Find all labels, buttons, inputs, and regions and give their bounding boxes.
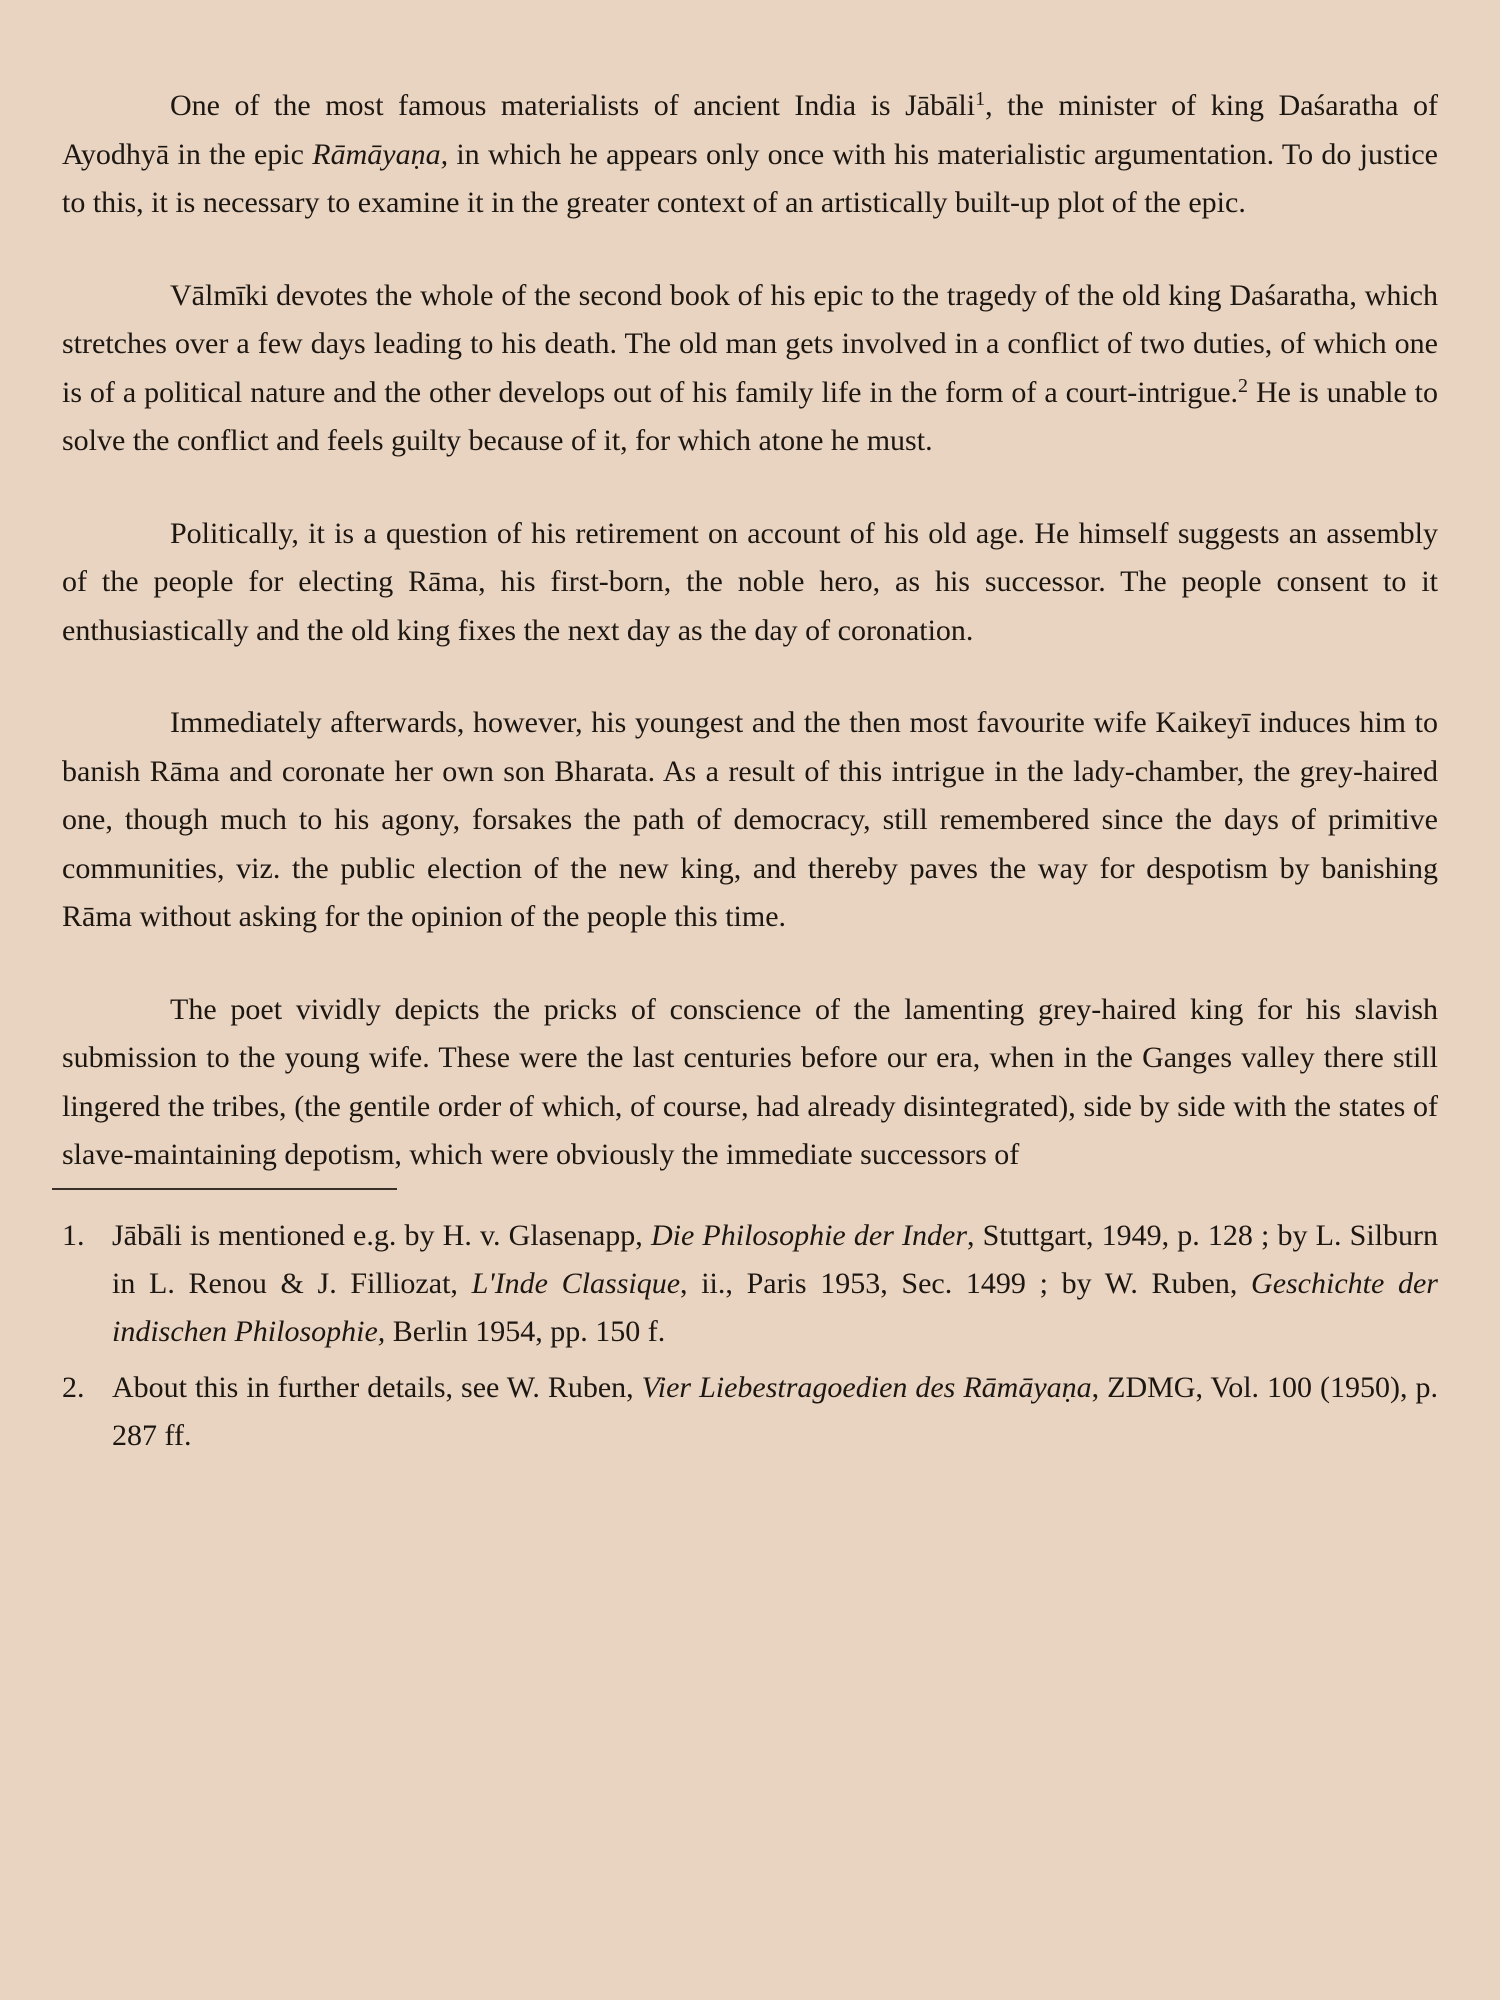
paragraph-text: Immediately afterwards, however, his youngest and the then most favourite wife Kaikeyī induces him to banish Rāma and coronate her own son Bharata. As a result of this intrigue in the lady-chamber, the grey-haired one, though much to his agony, forsakes the path of democracy, still remembered since the days of primitive communities, viz. the public election of the new king, and thereby paves the way for despotism by banishing Rāma without asking for the opinion of the people this time. [62,706,1438,933]
footnote-segment: Berlin 1954, pp. 150 f. [385,1314,666,1348]
paragraph-text: He is unable to solve the conflict and feels guilty because of it, for which atone he must. [62,375,1438,457]
italic-title: Rāmāyaṇa, [312,137,449,171]
footnote-text [112,1219,1438,1348]
footnote-number: 2. [62,1370,85,1404]
footnote-italic-title: Vier Liebestragoedien des Rāmāyaṇa [641,1370,1092,1404]
footnote-segment: About this in further details, see W. Ruben, [112,1370,642,1404]
paragraph-3 [62,510,1438,656]
footnote-reference-2: 2 [1238,374,1249,397]
paragraph-4 [62,699,1438,942]
footnote-1 [62,1212,1438,1356]
footnote-segment: , Stuttgart, 1949, p. 128 ; by L. Silburn in L. Renou & J. Filliozat, [112,1218,1438,1300]
footnote-number: 1. [62,1218,85,1252]
paragraph-text: The poet vividly depicts the pricks of conscience of the lamenting grey-haired king for his slavish submission to the young wife. These were the last centuries before our era, when in the Ganges valley there still lingered the tribes, (the gentile order of which, of course, had already disintegrated), side by side with the states of slave-maintaining depotism, which were obviously the immediate successors of [62,992,1438,1171]
footnote-segment: , ZDMG, Vol. 100 (1950), p. 287 ff. [112,1370,1438,1452]
paragraph-2 [62,272,1438,466]
footnote-italic-title: L'Inde Classique [471,1266,681,1300]
footnote-text [112,1371,1438,1452]
footnote-italic-title: Die Philosophie der Inder [650,1218,967,1252]
body-text [62,82,1438,1180]
footnote-divider [52,1188,397,1190]
paragraph-text: Politically, it is a question of his retirement on account of his old age. He himself suggests an assembly of the people for electing Rāma, his first-born, the noble hero, as his successor. The people consent to it enthusiastically and the old king fixes the next day as the day of coronation. [62,516,1438,647]
footnotes [62,1212,1438,1460]
footnote-reference-1: 1 [975,88,986,110]
footnote-segment: Jābāli is mentioned e.g. by H. v. Glasenapp, [112,1218,651,1252]
paragraph-text: One of the most famous materialists of ancient India is Jābāli [170,89,976,122]
paragraph-1 [62,82,1438,228]
footnote-segment: , ii., Paris 1953, Sec. 1499 ; by W. Ruben, [680,1266,1252,1300]
footnote-italic-title: Geschichte der indischen Philosophie, [112,1266,1438,1348]
paragraph-5 [62,986,1438,1180]
paragraph-text: Vālmīki devotes the whole of the second book of his epic to the tragedy of the old king Daśaratha, which stretches over a few days leading to his death. The old man gets involved in a conflict of two duties, of which one is of a political nature and the other develops out of his family life in the form of a court-intrigue. [62,278,1438,409]
paragraph-text: , the minister of king Daśaratha of Ayodhyā in the epic [62,89,1438,171]
paragraph-text: in which he appears only once with his materialistic argumentation. To do justice to this, it is necessary to examine it in the greater context of an artistically built-up plot of the epic. [62,137,1438,219]
footnote-2 [62,1364,1438,1460]
